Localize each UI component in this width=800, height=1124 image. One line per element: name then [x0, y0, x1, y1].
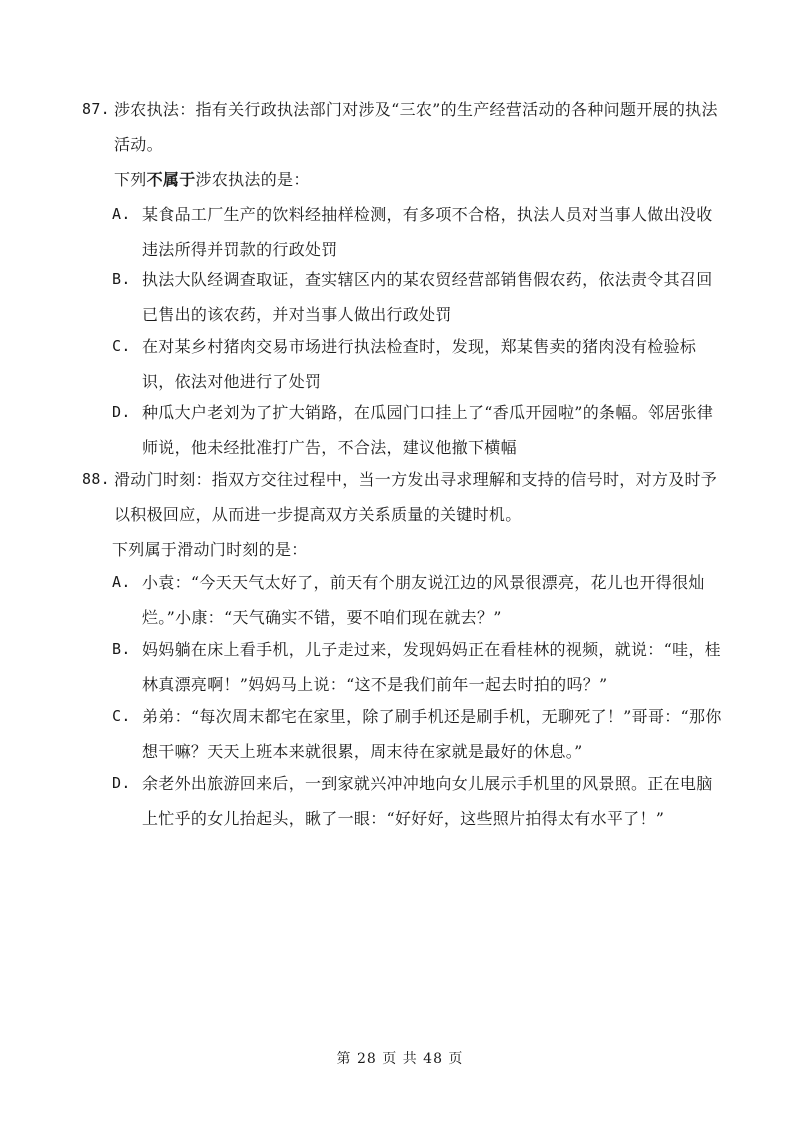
option-letter: D. [112, 403, 131, 421]
option-letter: B. [112, 270, 131, 288]
option-text: 某食品工厂生产的饮料经抽样检测，有多项不合格，执法人员对当事人做出没收违法所得并罚款的行政处罚 [142, 205, 713, 259]
definition-text: 滑动门时刻：指双方交往过程中，当一方发出寻求理解和支持的信号时，对方及时予以积极回应，从而进一步提高双方关系质量的关键时机。 [114, 470, 718, 524]
option-letter: A. [112, 205, 131, 223]
option-text: 在对某乡村猪肉交易市场进行执法检查时，发现，郑某售卖的猪肉没有检验标识，依法对他进行了处罚 [142, 337, 697, 391]
question-number: 87. [82, 100, 110, 118]
question-87-option-a [112, 197, 722, 267]
option-text: 小袁：“今天天气太好了，前天有个朋友说江边的风景很漂亮，花儿也开得很灿烂。”小康：“天气确实不错，要不咱们现在就去？” [142, 573, 705, 627]
question-87-option-c [112, 329, 722, 399]
option-text: 执法大队经调查取证，查实辖区内的某农贸经营部销售假农药，依法责令其召回已售出的该农药，并对当事人做出行政处罚 [142, 270, 713, 324]
option-text: 种瓜大户老刘为了扩大销路，在瓜园门口挂上了“香瓜开园啦”的条幅。邻居张律师说，他未经批准打广告，不合法，建议他撤下横幅 [142, 403, 714, 457]
option-text: 弟弟：“每次周末都宅在家里，除了刷手机还是刷手机，无聊死了！”哥哥：“那你想干嘛？天天上班本来就很累，周末待在家就是最好的休息。” [142, 707, 722, 761]
question-87-definition [82, 92, 732, 162]
option-letter: B. [112, 640, 131, 658]
question-88-option-b [112, 632, 722, 702]
question-88-option-c [112, 699, 722, 769]
option-text: 余老外出旅游回来后，一到家就兴冲冲地向女儿展示手机里的风景照。正在电脑上忙乎的女儿抬起头，瞅了一眼：“好好好，这些照片拍得太有水平了！” [142, 774, 713, 828]
option-letter: C. [112, 707, 131, 725]
question-88-stem: 下列属于滑动门时刻的是： [112, 540, 308, 559]
page-footer: 第 28 页 共 48 页 [336, 1051, 464, 1067]
emphasis-not-belong: 不属于 [146, 170, 196, 189]
definition-text: 涉农执法：指有关行政执法部门对涉及“三农”的生产经营活动的各种问题开展的执法活动。 [114, 100, 718, 154]
question-87-stem: 下列不属于涉农执法的是： [114, 170, 310, 189]
option-letter: D. [112, 774, 131, 792]
option-text: 妈妈躺在床上看手机，儿子走过来，发现妈妈正在看桂林的视频，就说：“哇，桂林真漂亮啊！”妈妈马上说：“这不是我们前年一起去时拍的吗？” [142, 640, 721, 694]
question-88-option-d [112, 766, 722, 836]
question-87-option-d [112, 395, 722, 465]
question-87-option-b [112, 262, 722, 332]
question-number: 88. [82, 470, 110, 488]
option-letter: C. [112, 337, 131, 355]
question-88-option-a [112, 565, 722, 635]
question-88-definition [82, 462, 732, 532]
option-letter: A. [112, 573, 131, 591]
